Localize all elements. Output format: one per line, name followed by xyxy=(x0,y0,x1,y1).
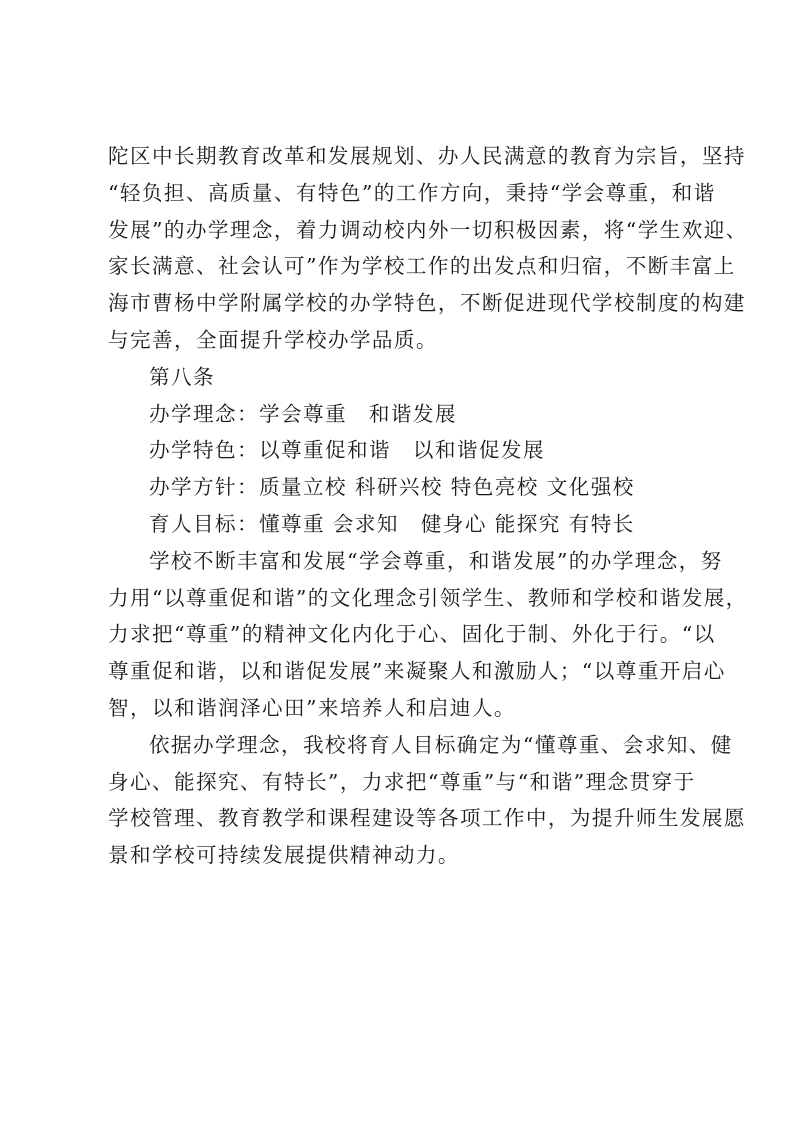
text-line: 依据办学理念，我校将育人目标确定为“懂尊重、会求知、健 xyxy=(149,732,733,757)
text-line: 智，以和谐润泽心田”来培养人和启迪人。 xyxy=(108,695,516,720)
text-line: 与完善，全面提升学校办学品质。 xyxy=(108,327,438,352)
text-line: 身心、能探究、有特长”，力求把“尊重”与“和谐”理念贯穿于 xyxy=(108,769,696,794)
text-line: 发展”的办学理念，着力调动校内外一切积极因素，将“学生欢迎、 xyxy=(108,217,748,242)
text-line: 家长满意、社会认可”作为学校工作的出发点和归宿，不断丰富上 xyxy=(108,254,736,279)
text-line: 景和学校可持续发展提供精神动力。 xyxy=(108,843,460,868)
item-school-philosophy: 办学理念：学会尊重 和谐发展 xyxy=(149,401,457,426)
paragraph-philosophy-development xyxy=(108,543,748,727)
text-line: “轻负担、高质量、有特色”的工作方向，秉持“学会尊重，和谐 xyxy=(108,180,716,205)
text-line: 陀区中长期教育改革和发展规划、办人民满意的教育为宗旨，坚持 xyxy=(108,144,746,168)
paragraph-school-mission xyxy=(108,138,748,359)
text-line: 学校不断丰富和发展“学会尊重，和谐发展”的办学理念，努 xyxy=(149,548,723,573)
item-school-feature: 办学特色：以尊重促和谐 以和谐促发展 xyxy=(149,438,545,463)
text-line: 尊重促和谐，以和谐促发展”来凝聚人和激励人；“以尊重开启心 xyxy=(108,659,726,684)
article-heading: 第八条 xyxy=(149,364,215,389)
text-line: 力用“以尊重促和谐”的文化理念引领学生、教师和学校和谐发展， xyxy=(108,585,748,610)
paragraph-education-goal xyxy=(108,727,746,874)
item-school-policy: 办学方针：质量立校 科研兴校 特色亮校 文化强校 xyxy=(149,475,635,500)
item-education-goal: 育人目标：懂尊重 会求知 健身心 能探究 有特长 xyxy=(149,511,635,536)
text-line: 学校管理、教育教学和课程建设等各项工作中，为提升师生发展愿 xyxy=(108,806,746,831)
document-body xyxy=(108,138,748,874)
text-line: 海市曹杨中学附属学校的办学特色，不断促进现代学校制度的构建 xyxy=(108,291,746,316)
text-line: 力求把“尊重”的精神文化内化于心、固化于制、外化于行。“以 xyxy=(108,622,716,647)
